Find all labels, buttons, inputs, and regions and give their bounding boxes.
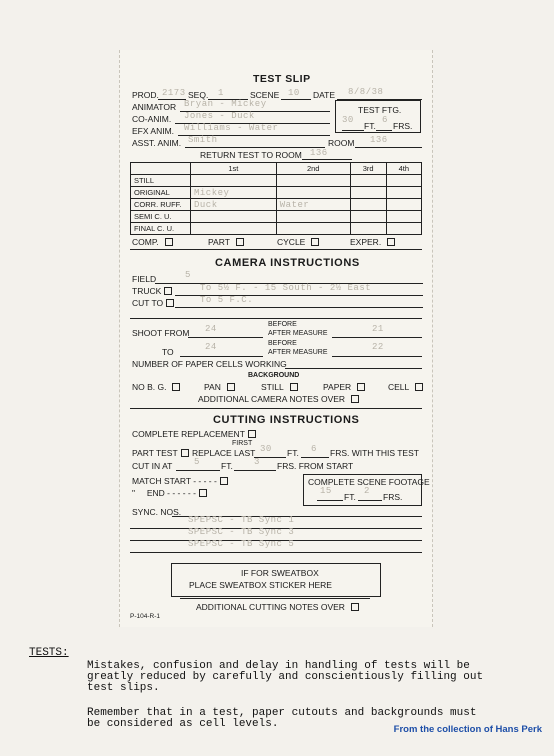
shoot-from-value: 24 [205,324,217,334]
type-part[interactable] [208,237,244,247]
first-label: FIRST [232,440,253,447]
replace-frs-value: 6 [311,444,317,454]
bg-none-label: NO B. G. [132,382,167,392]
sync-value-1: SPEPSC - TB Sync 1 [188,515,295,525]
collection-credit: From the collection of Hans Perk [393,724,542,735]
scene-label: SCENE [250,90,280,100]
bg-none-checkbox[interactable] [172,383,180,391]
note-para1-line1: Mistakes, confusion and delay in handling of tests will be [87,660,470,672]
seq-label: SEQ. [188,90,209,100]
room-label: ROOM [328,138,355,148]
background-label: BACKGROUND [248,372,300,379]
scene-ft-label: FT. [344,492,356,502]
replace-ft-label: FT. [287,448,299,458]
note-para2-line1: Remember that in a test, paper cutouts and backgrounds must [87,707,477,719]
grid-original-1st: Mickey [191,187,277,199]
cutto-value: To 5 F.C. [200,295,254,305]
complete-replacement-label: COMPLETE REPLACEMENT [132,429,245,439]
complete-replacement[interactable] [132,429,256,439]
return-label: RETURN TEST TO ROOM [200,150,302,160]
type-cycle-checkbox[interactable] [311,238,319,246]
cut-in-frs-value: 3 [254,457,260,467]
grid-col-3rd: 3rd [350,163,386,175]
type-comp-label: COMP. [132,237,159,247]
shoot-from-measure: 21 [372,324,384,334]
grid-row-original: ORIGINAL [131,187,191,199]
animator-label: ANIMATOR [132,102,177,112]
match-start-label: MATCH START - - - - - [132,476,217,486]
camera-notes-label: ADDITIONAL CAMERA NOTES OVER [198,394,346,404]
efx-value: Williams - Water [184,123,279,133]
test-ftg-ft-label: FT. [364,121,376,131]
grid-col-1st: 1st [191,163,277,175]
match-end-checkbox[interactable] [199,489,207,497]
bg-none[interactable] [132,382,180,392]
test-slip [119,50,433,627]
cutting-notes-checkbox[interactable] [351,603,359,611]
sweatbox-line1: IF FOR SWEATBOX [241,568,319,578]
grid-corr-1st: Duck [191,199,277,211]
to-before: BEFORE [268,340,297,347]
date-value: 8/8/38 [348,87,384,97]
sync-label: SYNC. NOS. [132,507,182,517]
type-cycle[interactable] [277,237,319,247]
match-start[interactable] [132,476,228,486]
note-para1-line2: greatly reduced by carefully and conscientiously filling out [87,671,484,683]
cutting-notes-label: ADDITIONAL CUTTING NOTES OVER [196,602,345,612]
test-ftg-frs-label: FRS. [393,121,413,131]
grid-corr-2nd: Water [276,199,350,211]
frs-with-label: FRS. WITH THIS TEST [330,448,419,458]
prod-label: PROD. [132,90,159,100]
scene-frs-label: FRS. [383,492,403,502]
bg-pan[interactable] [204,382,235,392]
match-end[interactable] [132,488,207,498]
to-after: AFTER MEASURE [268,349,328,356]
sweatbox-line2: PLACE SWEATBOX STICKER HERE [189,580,332,590]
paper-cells-label: NUMBER OF PAPER CELLS WORKING [132,359,287,369]
tests-heading: TESTS: [29,647,69,659]
bg-pan-checkbox[interactable] [227,383,235,391]
grid-col-4th: 4th [386,163,421,175]
part-test[interactable] [132,448,189,458]
sync-value-2: SPEPSC - TB Sync 3 [188,527,295,537]
efx-label: EFX ANIM. [132,126,175,136]
complete-scene-label: COMPLETE SCENE FOOTAGE [308,477,430,487]
coanim-label: CO-ANIM. [132,114,172,124]
grid-row-semi-cu: SEMI C. U. [131,211,191,223]
bg-cell[interactable] [388,382,423,392]
scene-frs-value: 2 [364,486,370,496]
bg-pan-label: PAN [204,382,221,392]
slip-title: TEST SLIP [253,73,311,85]
to-value: 24 [205,342,217,352]
shoot-from-after: AFTER MEASURE [268,330,328,337]
type-exper-label: EXPER. [350,237,382,247]
type-exper-checkbox[interactable] [387,238,395,246]
type-cycle-label: CYCLE [277,237,306,247]
field-label: FIELD [132,274,157,284]
date-label: DATE [313,90,336,100]
grid-row-corr-ruff: CORR. RUFF. [131,199,191,211]
truck-checkbox[interactable] [164,287,172,295]
truck-row[interactable] [132,286,172,296]
shoot-from-before: BEFORE [268,321,297,328]
grid-row-still: STILL [131,175,191,187]
part-test-checkbox[interactable] [181,449,189,457]
bg-still[interactable] [261,382,298,392]
camera-notes-over[interactable] [198,394,359,404]
return-value: 136 [310,148,328,158]
cutto-row[interactable] [132,298,174,308]
grid-col-2nd: 2nd [276,163,350,175]
note-para1-line3: test slips. [87,682,160,694]
type-part-label: PART [208,237,230,247]
scene-ft-value: 15 [320,486,332,496]
to-measure: 22 [372,342,384,352]
cutto-checkbox[interactable] [166,299,174,307]
seq-value: 1 [218,88,224,98]
type-comp-checkbox[interactable] [165,238,173,246]
bg-paper-checkbox[interactable] [357,383,365,391]
bg-still-label: STILL [261,382,284,392]
form-number: P-104-R-1 [130,613,160,620]
note-para2-line2: be considered as cell levels. [87,718,279,730]
cutting-notes-over[interactable] [196,602,359,612]
bg-cell-checkbox[interactable] [415,383,423,391]
scene-value: 10 [288,88,300,98]
truck-label: TRUCK [132,286,162,296]
complete-replacement-checkbox[interactable] [248,430,256,438]
match-start-checkbox[interactable] [220,477,228,485]
test-ftg-label: TEST FTG. [358,105,402,115]
to-label: TO [162,347,174,357]
test-ftg-ft-value: 30 [342,115,354,125]
coanim-value: Jones - Duck [184,111,255,121]
room-value: 136 [370,135,388,145]
asst-label: ASST. ANIM. [132,138,182,148]
camera-heading: CAMERA INSTRUCTIONS [215,257,360,269]
cut-in-ft-label: FT. [221,461,233,471]
cut-in-label: CUT IN AT [132,461,173,471]
from-start-label: FRS. FROM START [277,461,354,471]
cutting-heading: CUTTING INSTRUCTIONS [213,414,360,426]
test-grid [130,162,422,235]
match-end-label: " END - - - - - - [132,488,196,498]
type-part-checkbox[interactable] [236,238,244,246]
animator-value: Bryan - Mickey [184,99,267,109]
camera-notes-checkbox[interactable] [351,395,359,403]
grid-row-final-cu: FINAL C. U. [131,223,191,235]
test-ftg-frs-value: 6 [382,115,388,125]
cutto-label: CUT TO [132,298,164,308]
sync-value-3: SPEPSC - TB Sync 5 [188,539,295,549]
shoot-from-label: SHOOT FROM [132,328,190,338]
truck-value: To 5½ F. - 15 South - 2½ East [200,283,372,293]
prod-value: 2173 [162,88,186,98]
cut-in-ft-value: 5 [194,457,200,467]
replace-last-label: REPLACE LAST [192,448,256,458]
replace-ft-value: 30 [260,444,272,454]
bg-still-checkbox[interactable] [290,383,298,391]
bg-paper-label: PAPER [323,382,352,392]
bg-cell-label: CELL [388,382,410,392]
part-test-label: PART TEST [132,448,178,458]
field-value: 5 [185,270,191,280]
type-comp[interactable] [132,237,173,247]
bg-paper[interactable] [323,382,365,392]
type-exper[interactable] [350,237,395,247]
asst-value: Smith [188,135,218,145]
